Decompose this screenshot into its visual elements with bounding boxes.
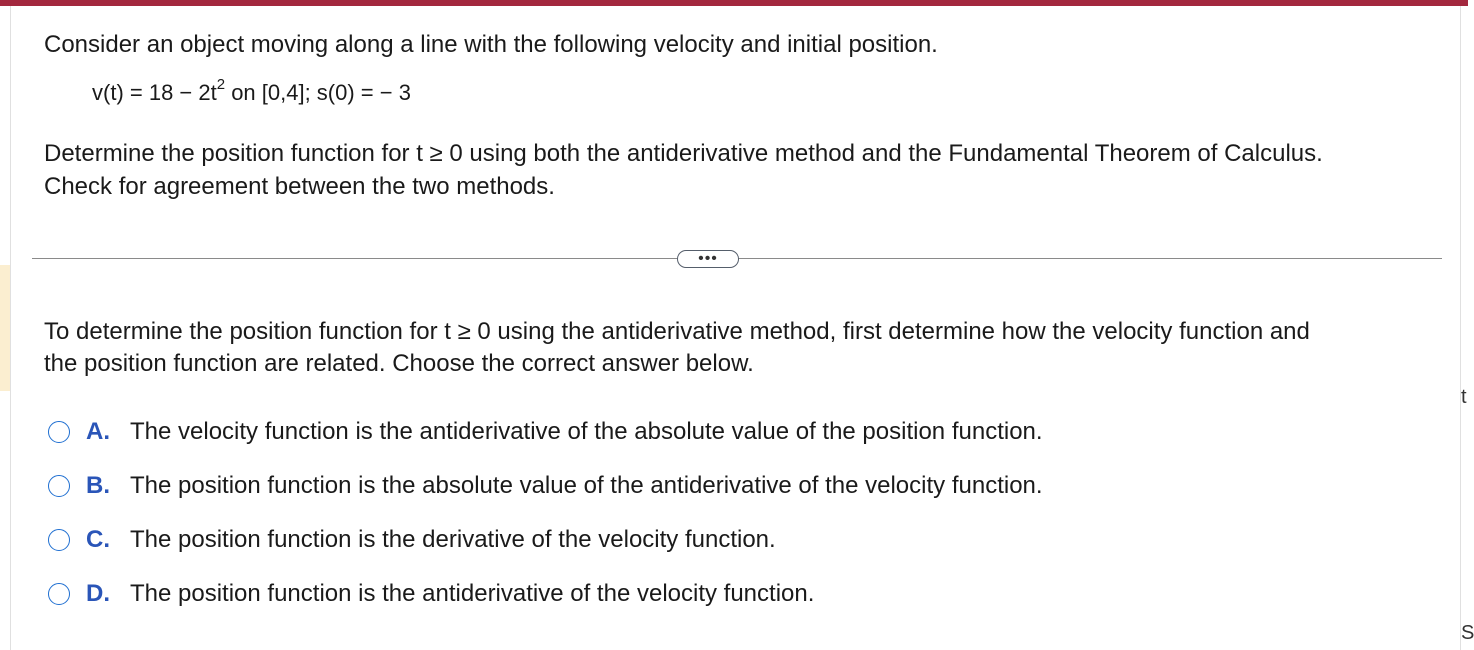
option-letter-d: D. <box>86 580 110 607</box>
option-letter-b: B. <box>86 472 110 499</box>
option-text-a: The velocity function is the antiderivative of the absolute value of the position function. <box>130 418 1043 445</box>
step-prompt-line-1: To determine the position function for t ≥ 0 using the antiderivative method, first determine how the velocity function and <box>44 318 1310 345</box>
step-prompt-line-2: the position function are related. Choose the correct answer below. <box>44 350 754 377</box>
answer-option-a[interactable] <box>48 417 1043 447</box>
answer-option-d[interactable] <box>48 579 814 609</box>
left-border <box>10 6 11 650</box>
top-accent-bar <box>0 0 1468 6</box>
radio-button-c[interactable] <box>48 529 70 551</box>
formula-part1: v(t) = 18 − 2t <box>92 80 217 105</box>
option-text-c: The position function is the derivative of the velocity function. <box>130 526 776 553</box>
option-text-d: The position function is the antiderivative of the velocity function. <box>130 580 815 607</box>
instruction-line-1: Determine the position function for t ≥ 0 using both the antiderivative method and the Fundamental Theorem of Calculus. <box>44 140 1323 167</box>
answer-option-c[interactable] <box>48 525 776 555</box>
radio-button-d[interactable] <box>48 583 70 605</box>
left-highlight-marker <box>0 265 10 391</box>
radio-button-a[interactable] <box>48 421 70 443</box>
right-border <box>1460 6 1461 650</box>
instruction-line-2: Check for agreement between the two methods. <box>44 173 555 200</box>
formula-exponent: 2 <box>216 76 226 93</box>
right-edge-glyph: t <box>1461 386 1467 408</box>
more-options-button[interactable]: ••• <box>677 250 739 268</box>
option-letter-a: A. <box>86 418 110 445</box>
right-edge-glyph-lower: S <box>1461 622 1474 644</box>
option-text-b: The position function is the absolute value of the antiderivative of the velocity function. <box>130 472 1043 499</box>
option-letter-c: C. <box>86 526 110 553</box>
velocity-formula <box>92 76 411 106</box>
answer-option-b[interactable] <box>48 471 1043 501</box>
formula-part2: on [0,4]; s(0) = − 3 <box>225 80 411 105</box>
question-intro: Consider an object moving along a line with the following velocity and initial position. <box>44 31 938 58</box>
radio-button-b[interactable] <box>48 475 70 497</box>
